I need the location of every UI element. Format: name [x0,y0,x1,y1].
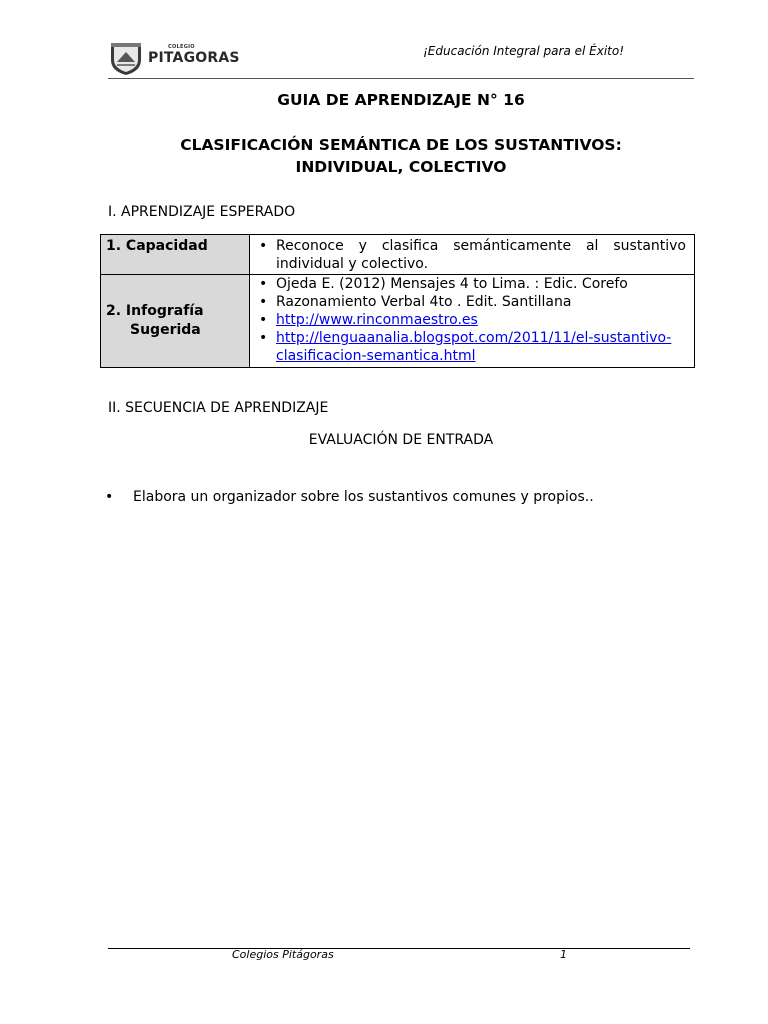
table-row [101,275,695,368]
logo-caption: COLEGIO [168,44,195,50]
capacity-label: 1. Capacidad [106,238,208,254]
row-label-cell [101,275,250,368]
evaluation-heading: EVALUACIÓN DE ENTRADA [308,432,494,448]
bullet-icon: • [105,489,114,505]
reference-link[interactable]: http://www.rinconmaestro.es [276,312,478,328]
reference-item [250,329,694,365]
reference-item [250,311,694,329]
school-logo [108,40,238,78]
subtitle-line-2: INDIVIDUAL, COLECTIVO [295,158,507,176]
reference-item: • Razonamiento Verbal 4to . Edit. Santillana [250,293,694,311]
page-subtitle [108,134,694,178]
shield-logo-icon [108,40,144,76]
reference-link[interactable]: http://lenguaanalia.blogspot.com/2011/11/el-sustantivo-clasificacion-semantica.html [276,330,672,364]
logo-name: PITAGORAS [148,50,240,66]
page-title: GUIA DE APRENDIZAJE N° 16 [277,91,525,109]
footer-school: Colegios Pitágoras [232,948,334,961]
section-heading-1: I. APRENDIZAJE ESPERADO [108,204,296,220]
row-content-cell [250,275,695,368]
subtitle-line-1: CLASIFICACIÓN SEMÁNTICA DE LOS SUSTANTIVOS: [180,136,622,154]
table-row [101,235,695,275]
task-item: Elabora un organizador sobre los sustantivos comunes y propios.. [133,489,594,505]
capacity-text: • Reconoce y clasifica semánticamente al sustantivo individual y colectivo. [250,237,694,273]
section-heading-2: II. SECUENCIA DE APRENDIZAJE [108,400,329,416]
infographic-label: 2. Infografía [106,303,204,319]
reference-item: • Ojeda E. (2012) Mensajes 4 to Lima. : Edic. Corefo [250,275,694,293]
header-divider [108,78,694,79]
infographic-label-2: Sugerida [130,322,201,338]
learning-table [100,234,695,368]
footer-divider [108,948,690,949]
row-label-cell [101,235,250,275]
page-number: 1 [560,948,567,961]
header-tagline: ¡Educación Integral para el Éxito! [423,44,625,58]
row-content-cell [250,235,695,275]
